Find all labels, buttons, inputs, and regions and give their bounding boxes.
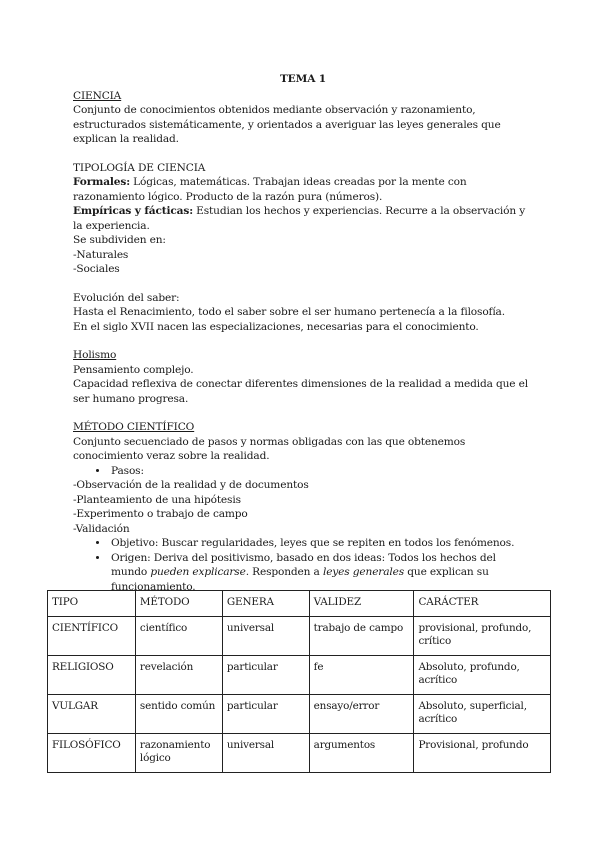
header-validez: VALIDEZ — [309, 591, 414, 617]
table-row — [48, 695, 551, 734]
document-body — [73, 72, 533, 594]
cell-tipo: FILOSÓFICO — [48, 734, 136, 773]
cell-metodo: revelación — [135, 656, 222, 695]
step-observacion: -Observación de la realidad y de documentos — [73, 479, 309, 491]
formales-paragraph — [73, 175, 533, 204]
subdivide-text: Se subdividen en: — [73, 234, 166, 246]
evolucion-line1: Hasta el Renacimiento, todo el saber sobre el ser humano pertenecía a la filosofía. — [73, 306, 505, 318]
cell-metodo: razonamiento lógico — [135, 734, 222, 773]
evolucion-line2: En el siglo XVII nacen las especializaciones, necesarias para el conocimiento. — [73, 320, 479, 333]
step-hipotesis: -Planteamiento de una hipótesis — [73, 493, 241, 506]
cell-metodo: sentido común — [135, 695, 222, 734]
sub-naturales: -Naturales — [73, 248, 129, 261]
cell-caracter: Absoluto, profundo, acrítico — [414, 656, 551, 695]
validacion-list — [73, 536, 533, 594]
cell-tipo: CIENTÍFICO — [48, 617, 136, 656]
table-row — [48, 734, 551, 773]
cell-validez: fe — [309, 656, 414, 695]
holismo-heading: Holismo — [73, 349, 117, 361]
step-validacion: -Validación — [73, 522, 130, 535]
table-header-row — [48, 591, 551, 617]
evolucion-heading: Evolución del saber: — [73, 291, 180, 304]
ciencia-heading: CIENCIA — [73, 89, 122, 102]
cell-validez: trabajo de campo — [309, 617, 414, 656]
empiricas-label: Empíricas y fácticas: — [73, 205, 193, 217]
empiricas-text: Estudian los hechos y experiencias. Recurre a la observación y la experiencia. — [73, 205, 526, 232]
formales-label: Formales: — [73, 176, 130, 188]
metodo-heading: MÉTODO CIENTÍFICO — [73, 421, 195, 433]
sub-sociales: -Sociales — [73, 263, 120, 275]
empiricas-paragraph — [73, 204, 533, 233]
ciencia-definition: Conjunto de conocimientos obtenidos mediante observación y razonamiento, estructurados sistemáticamente, y orientados a averiguar las leyes generales que explican la realidad. — [73, 104, 501, 145]
holismo-line2: Capacidad reflexiva de conectar diferentes dimensiones de la realidad a medida que el ser humano progresa. — [73, 378, 528, 405]
knowledge-types-table — [47, 590, 551, 773]
step-experimento: -Experimento o trabajo de campo — [73, 508, 248, 520]
header-tipo: TIPO — [48, 591, 136, 617]
cell-caracter: provisional, profundo, crítico — [414, 617, 551, 656]
header-genera: GENERA — [222, 591, 309, 617]
metodo-definition: Conjunto secuenciado de pasos y normas obligadas con las que obtenemos conocimiento veraz sobre la realidad. — [73, 435, 466, 462]
cell-validez: argumentos — [309, 734, 414, 773]
table-row — [48, 617, 551, 656]
cell-genera: particular — [222, 695, 309, 734]
page-title: TEMA 1 — [279, 73, 327, 85]
cell-genera: particular — [222, 656, 309, 695]
cell-caracter: Provisional, profundo — [414, 734, 551, 773]
cell-metodo: científico — [135, 617, 222, 656]
tipologia-heading: TIPOLOGÍA DE CIENCIA — [73, 161, 206, 174]
holismo-line1: Pensamiento complejo. — [73, 363, 194, 376]
cell-genera: universal — [222, 734, 309, 773]
pasos-list — [73, 464, 533, 479]
cell-tipo: VULGAR — [48, 695, 136, 734]
cell-tipo: RELIGIOSO — [48, 656, 136, 695]
header-metodo: MÉTODO — [135, 591, 222, 617]
cell-caracter: Absoluto, superficial, acrítico — [414, 695, 551, 734]
header-caracter: CARÁCTER — [414, 591, 551, 617]
cell-validez: ensayo/error — [309, 695, 414, 734]
cell-genera: universal — [222, 617, 309, 656]
pasos-label: • Pasos: — [109, 464, 533, 479]
objetivo-item: • Objetivo: Buscar regularidades, leyes que se repiten en todos los fenómenos. — [109, 536, 533, 551]
table-row — [48, 656, 551, 695]
formales-text: Lógicas, matemáticas. Trabajan ideas creadas por la mente con razonamiento lógico. Producto de la razón pura (números). — [73, 176, 467, 203]
origen-item: • Origen: Deriva del positivismo, basado en dos ideas: Todos los hechos del mundo pueden explicarse. Responden a leyes generales que explican su funcionamiento. — [109, 551, 533, 595]
